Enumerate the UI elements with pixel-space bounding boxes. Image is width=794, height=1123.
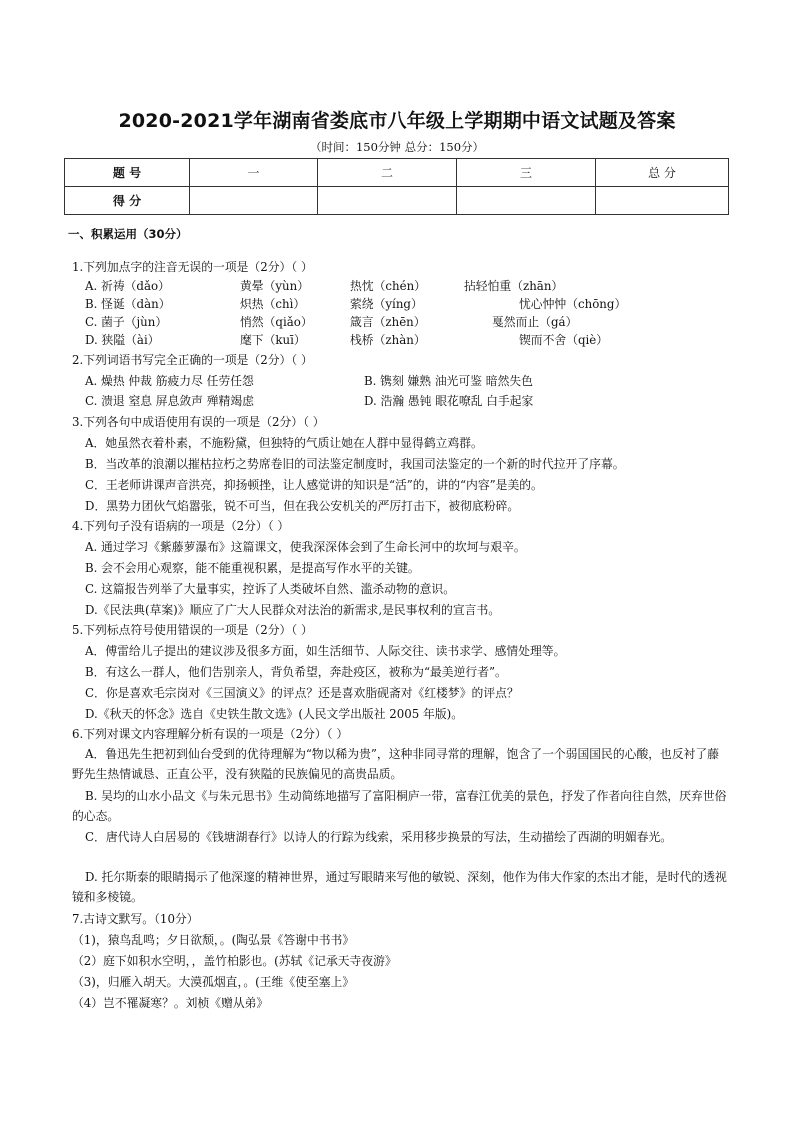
question-7-stem: 7.古诗文默写。（10分） (72, 912, 199, 926)
q4-option-c: C. 这篇报告列举了大量事实，控诉了人类破坏自然、滥杀动物的意识。 (85, 582, 456, 596)
q1-option-a-2: 黄晕（yùn） (240, 279, 310, 293)
q5-option-b: B．有这么一群人，他们告别亲人，背负希望，奔赴疫区，被称为“最美逆行者”。 (85, 665, 507, 679)
score-table-header-label: 题 号 (65, 159, 190, 187)
q3-option-a: A．她虽然衣着朴素，不施粉黛，但独特的气质让她在人群中显得鹤立鸡群。 (85, 436, 483, 450)
score-cell-3 (457, 187, 596, 215)
section-heading: 一、积累运用（30分） (68, 227, 188, 241)
q3-option-c: C．王老师讲课声音洪亮，抑扬顿挫，让人感觉讲的知识是“活”的，讲的“内容”是美的。 (85, 478, 543, 492)
q7-item-3: （3)，归雁入胡天。大漠孤烟直，。(王维《使至塞上》 (72, 975, 355, 989)
q4-option-b: B. 会不会用心观察，能不能重视积累，是提高写作水平的关键。 (85, 561, 420, 575)
q1-option-b-4: 忧心忡忡（chōng） (519, 297, 627, 311)
question-3-stem: 3.下列各句中成语使用有误的一项是（2分）（ ） (72, 415, 325, 429)
page-title: 2020-2021学年湖南省娄底市八年级上学期期中语文试题及答案 (118, 110, 676, 132)
question-1-stem: 1.下列加点字的注音无误的一项是（2分）（ ） (72, 260, 313, 274)
q2-option-b: B. 镌刻 嫌熟 油光可鉴 暗然失色 (364, 374, 533, 388)
question-6-stem: 6.下列对课文内容理解分析有误的一项是（2分）（ ） (72, 727, 349, 741)
q1-option-c-1: C. 菌子（jùn） (85, 315, 168, 329)
q3-option-b: B．当改革的浪潮以摧枯拉朽之势席卷旧的司法鉴定制度时，我国司法鉴定的一个新的时代拉开了序幕。 (85, 457, 625, 471)
score-cell-2 (318, 187, 457, 215)
score-table-header-total: 总 分 (596, 159, 729, 187)
q1-option-d-1: D. 狭隘（ài） (85, 333, 160, 347)
q2-option-c: C. 溃退 窒息 屏息敛声 殚精竭虑 (85, 394, 254, 408)
q1-option-a-3: 热忱（chén） (350, 279, 426, 293)
q5-option-c: C．你是喜欢毛宗岗对《三国演义》的评点？还是喜欢脂砚斋对《红楼梦》的评点？ (85, 686, 519, 700)
question-5-stem: 5.下列标点符号使用错误的一项是（2分）（ ） (72, 623, 313, 637)
q7-item-2: （2）庭下如积水空明，，盖竹柏影也。(苏轼《记承天寺夜游》 (72, 954, 397, 968)
q1-option-b-2: 炽热（chì） (240, 297, 306, 311)
q1-option-c-4: 戛然而止（gá） (492, 315, 578, 329)
q2-option-a: A. 燥热 仲裁 筋疲力尽 任劳任怨 (85, 374, 254, 388)
q5-option-d: D.《秋天的怀念》选自《史铁生散文选》(人民文学出版社 2005 年版)。 (85, 707, 464, 721)
score-table-header-row (65, 159, 729, 187)
score-table-header-2: 二 (318, 159, 457, 187)
q2-option-d: D. 浩瀚 愚钝 眼花嘹乱 白手起家 (364, 394, 534, 408)
q1-option-a-4: 拈轻怕重（zhān） (464, 279, 564, 293)
q6-option-b: B. 吴均的山水小品文《与朱元思书》生动简练地描写了富阳桐庐一带，富春江优美的景色，抒发了作者向往自然，厌弃世俗的心态。 (72, 789, 727, 823)
score-table-score-label: 得 分 (65, 187, 190, 215)
q1-option-b-1: B. 怪诞（dàn） (85, 297, 171, 311)
q1-option-d-2: 麾下（kuī） (240, 333, 306, 347)
q6-option-c: C．唐代诗人白居易的《钱塘湖春行》以诗人的行踪为线索，采用移步换景的写法，生动描绘了西湖的明媚春光。 (85, 830, 673, 844)
question-2-stem: 2.下列词语书写完全正确的一项是（2分）（ ） (72, 353, 313, 367)
q1-option-c-2: 悄然（qiǎo） (240, 315, 313, 329)
q1-option-d-3: 栈桥（zhàn） (350, 333, 426, 347)
q4-option-d: D.《民法典(草案)》顺应了广大人民群众对法治的新需求,是民事权利的宣言书。 (85, 603, 501, 617)
score-table-score-row (65, 187, 729, 215)
score-table-header-3: 三 (457, 159, 596, 187)
q4-option-a: A. 通过学习《紫藤萝瀑布》这篇课文，使我深深体会到了生命长河中的坎坷与艰辛。 (85, 540, 526, 554)
q5-option-a: A．傅雷给儿子提出的建议涉及很多方面，如生活细节、人际交往、读书求学、感情处理等。 (85, 644, 566, 658)
q3-option-d: D．黑势力团伙气焰嚣张，锐不可当，但在我公安机关的严厉打击下，被彻底粉碎。 (85, 499, 520, 513)
score-cell-1 (190, 187, 318, 215)
q6-option-a: A．鲁迅先生把初到仙台受到的优待理解为“物以稀为贵”，这种非同寻常的理解，饱含了一个弱国国民的心酸，也反衬了藤野先生热情诚恳、正直公平，没有狭隘的民族偏见的高贵品质。 (72, 747, 720, 781)
question-4-stem: 4.下列句子没有语病的一项是（2分）（ ） (72, 519, 290, 533)
q7-item-1: （1)，猿鸟乱鸣；夕日欲颓，。(陶弘景《答谢中书书》 (72, 933, 355, 947)
exam-info: （时间：150分钟 总分：150分） (309, 140, 485, 154)
score-table (64, 158, 729, 215)
q1-option-d-4: 锲而不舍（qiè） (519, 333, 609, 347)
score-cell-total (596, 187, 729, 215)
q6-option-d: D. 托尔斯泰的眼睛揭示了他深邃的精神世界，通过写眼睛来写他的敏锐、深刻，他作为伟大作家的杰出才能，是时代的透视镜和多棱镜。 (72, 870, 727, 904)
score-table-header-1: 一 (190, 159, 318, 187)
q1-option-b-3: 萦绕（yíng） (350, 297, 423, 311)
q1-option-a-1: A. 祈祷（dǎo） (85, 279, 170, 293)
q7-item-4: （4）岂不罹凝寒？。刘桢《赠从弟》 (72, 996, 269, 1010)
q1-option-c-3: 箴言（zhēn） (350, 315, 426, 329)
